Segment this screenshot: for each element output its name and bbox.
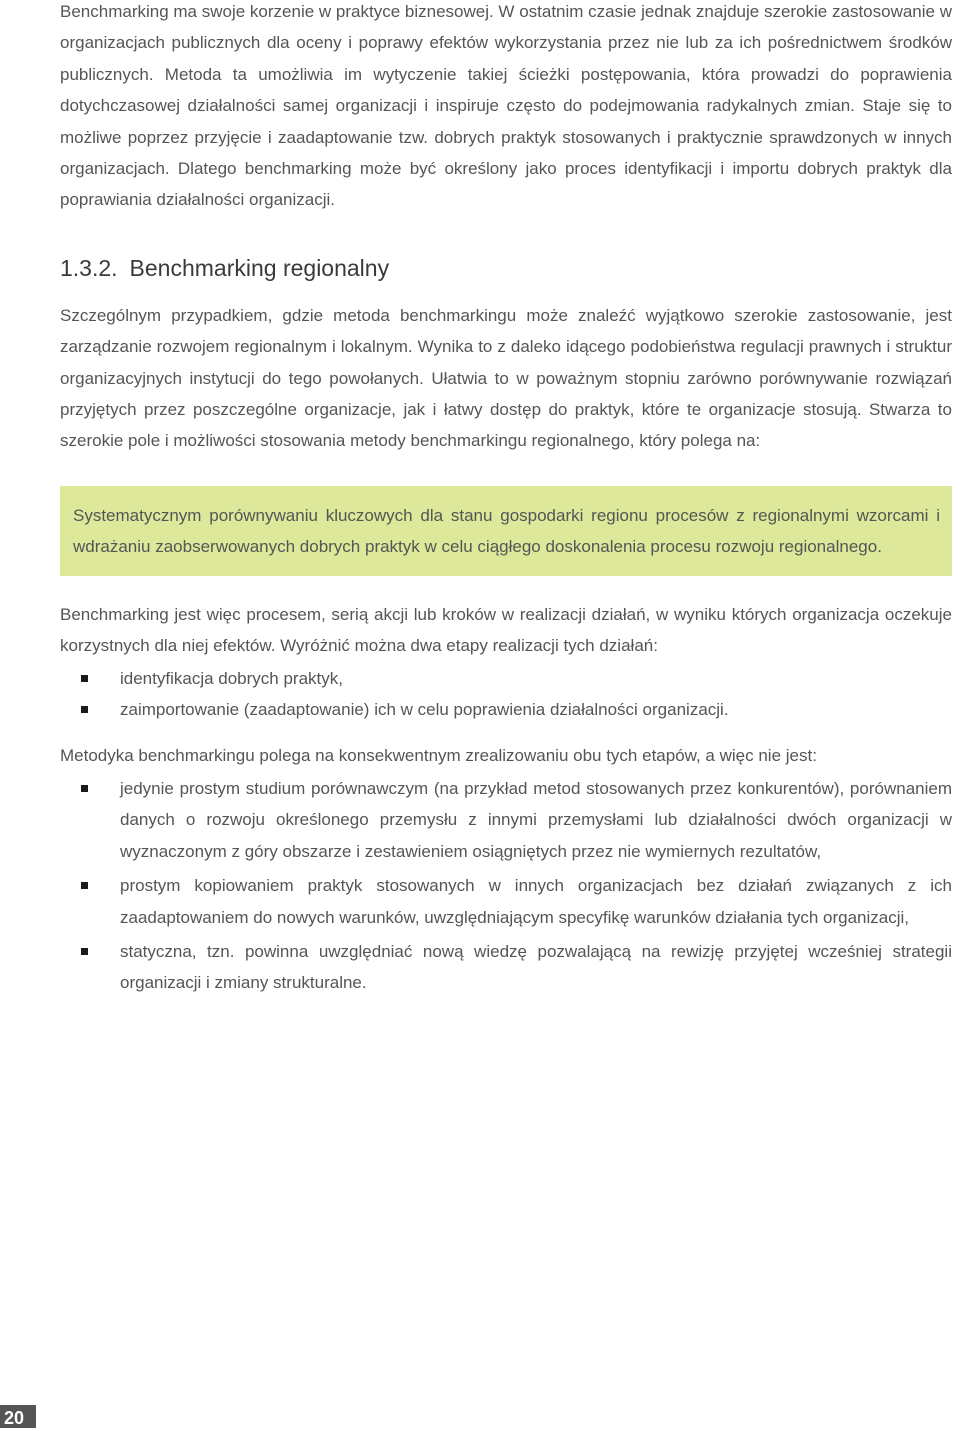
not-is-list <box>60 773 952 999</box>
list-item-text: statyczna, tzn. powinna uwzględniać nową wiedzę pozwalającą na rewizję przyjętej wcześniej strategii organizacji i zmiany strukturalne. <box>120 941 952 993</box>
list-item <box>60 663 952 694</box>
square-bullet-icon <box>81 948 88 955</box>
process-paragraph: Benchmarking jest więc procesem, serią akcji lub kroków w realizacji działań, w wyniku których organizacja oczekuje korzystnych dla niej efektów. Wyróżnić można dwa etapy realizacji tych działań: <box>60 604 952 656</box>
stages-list <box>60 663 952 726</box>
page-number: 20 <box>0 1405 36 1428</box>
section-number: 1.3.2. <box>60 254 118 281</box>
square-bullet-icon <box>81 882 88 889</box>
page-content <box>60 0 952 999</box>
square-bullet-icon <box>81 675 88 682</box>
regional-paragraph: Szczególnym przypadkiem, gdzie metoda benchmarkingu może znaleźć wyjątkowo szerokie zastosowanie, jest zarządzanie rozwojem regionalnym i lokalnym. Wynika to z daleko idącego podobieństwa regulacji prawnych i struktur organizacyjnych instytucji do tego powołanych. Ułatwia to w poważnym stopniu zarówno porównywanie rozwiązań przyjętych przez poszczególne organizacje, jak i łatwy dostęp do praktyk, które te organizacje stosują. Stwarza to szerokie pole i możliwości stosowania metody benchmarkingu regionalnego, który polega na: <box>60 305 952 451</box>
list-item <box>60 694 952 725</box>
list-item-text: prostym kopiowaniem praktyk stosowanych w innych organizacjach bez działań związanych z ich zaadaptowaniem do nowych warunków, uwzględniającym specyfikę warunków działania tych organizacji, <box>120 876 952 927</box>
highlight-box: Systematycznym porównywaniu kluczowych dla stanu gospodarki regionu procesów z regionalnymi wzorcami i wdrażaniu zaobserwowanych dobrych praktyk w celu ciągłego doskonalenia procesu rozwoju regionalnego. <box>60 486 952 576</box>
intro-paragraph: Benchmarking ma swoje korzenie w praktyce biznesowej. W ostatnim czasie jednak znajduje szerokie zastosowanie w organizacjach publicznych dla oceny i poprawy efektów wykorzystania przez nie lub za ich pośrednictwem środków publicznych. Metoda ta umożliwia im wytyczenie takiej ścieżki postępowania, która prowadzi do poprawienia dotychczasowej działalności samej organizacji i inspiruje często do podejmowania radykalnych zmian. Staje się to możliwe poprzez przyjęcie i zaadaptowanie tzw. dobrych praktyk stosowanych i praktycznie sprawdzonych w innych organizacjach. Dlatego benchmarking może być określony jako proces identyfikacji i importu dobrych praktyk dla poprawiania działalności organizacji. <box>60 2 952 210</box>
list-item-text: identyfikacja dobrych praktyk, <box>120 668 343 688</box>
section-title: Benchmarking regionalny <box>129 254 390 281</box>
list-item <box>60 773 952 867</box>
list-item <box>60 936 952 999</box>
square-bullet-icon <box>81 706 88 713</box>
list-item-text: jedynie prostym studium porównawczym (na przykład metod stosowanych przez konkurentów), porównaniem danych o rozwoju określonego przemysłu z innymi przemysłami lub działalności dwóch organizacji w wyznaczonym z góry obszarze i zestawieniem osiągniętych przez nie wymiernych rezultatów, <box>120 778 952 861</box>
section-heading <box>60 250 952 286</box>
method-paragraph: Metodyka benchmarkingu polega na konsekwentnym zrealizowaniu obu tych etapów, a więc nie jest: <box>60 745 817 765</box>
list-item-text: zaimportowanie (zaadaptowanie) ich w celu poprawienia działalności organizacji. <box>120 700 729 720</box>
square-bullet-icon <box>81 785 88 792</box>
list-item <box>60 870 952 933</box>
